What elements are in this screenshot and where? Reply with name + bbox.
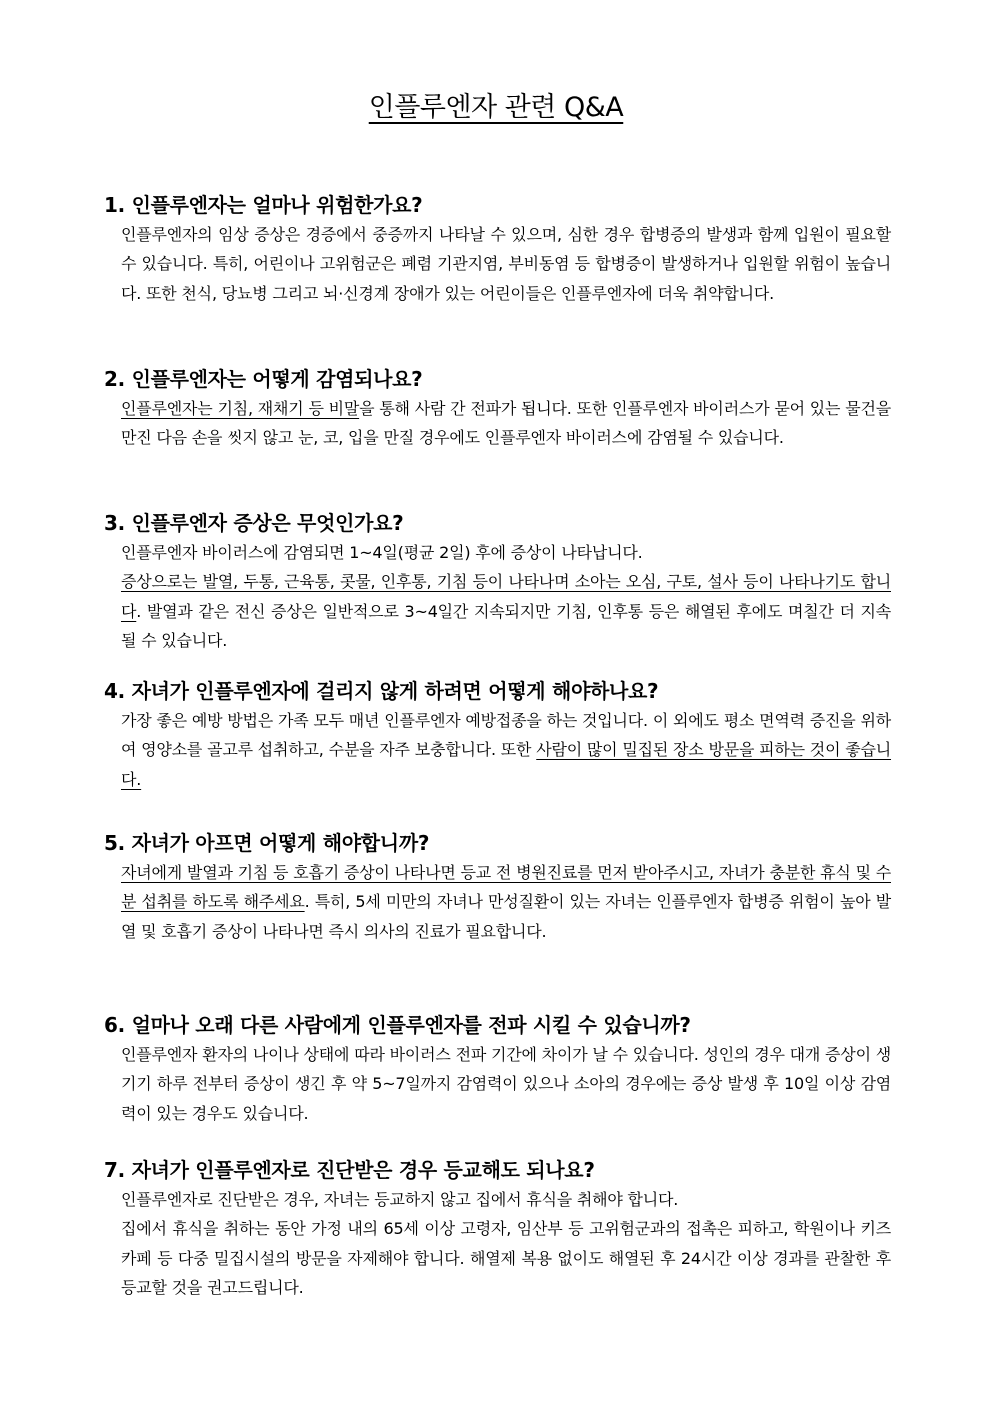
answer-4-underlined: 사람이 많이 밀집된 장소 방문을 피하는 것이 좋습니다.	[121, 740, 892, 789]
answer-2-rest: 을 통해 사람 간 전파가 됩니다. 또한 인플루엔자 바이러스가 묻어 있는 물건을 만진 다음 손을 씻지 않고 눈, 코, 입을 만질 경우에도 인플루엔자 바이러스에 감염될 수 있습니다.	[121, 399, 891, 448]
qa-section-7	[0, 1155, 992, 1302]
answer-2	[121, 394, 891, 453]
page-title	[0, 88, 992, 128]
answer-5-rest: . 특히, 5세 미만의 자녀나 만성질환이 있는 자녀는 인플루엔자 합병증 위험이 높아 발열 및 호흡기 증상이 나타나면 즉시 의사의 진료가 필요합니다.	[121, 892, 891, 941]
answer-6: 인플루엔자 환자의 나이나 상태에 따라 바이러스 전파 기간에 차이가 날 수 있습니다. 성인의 경우 대개 증상이 생기기 하루 전부터 증상이 생긴 후 약 5~7일까지 감염력이 있으나 소아의 경우에는 증상 발생 후 10일 이상 감염력이 있는 경우도 있습니다.	[121, 1045, 891, 1123]
answer-3-underlined: 증상으로는 발열, 두통, 근육통, 콧물, 인후통, 기침 등이 나타나며 소아는 오심, 구토, 설사 등이 나타나기도 합니다	[121, 572, 891, 621]
answer-7-rest: 집에서 휴식을 취하는 동안 가정 내의 65세 이상 고령자, 임산부 등 고위험군과의 접촉은 피하고, 학원이나 키즈카페 등 다중 밀집시설의 방문을 자제해야 합니다. 해열제 복용 없이도 해열된 후 24시간 이상 경과를 관찰한 후 등교할 것을 권고드립니다.	[121, 1219, 891, 1297]
answer-3-rest: . 발열과 같은 전신 증상은 일반적으로 3~4일간 지속되지만 기침, 인후통 등은 해열된 후에도 며칠간 더 지속될 수 있습니다.	[121, 601, 891, 650]
question-7: 7. 자녀가 인플루엔자로 진단받은 경우 등교해도 되나요?	[104, 1158, 595, 1182]
qa-section-1	[0, 190, 992, 308]
qa-section-5	[0, 828, 992, 946]
answer-3	[121, 538, 891, 655]
qa-section-4	[0, 676, 992, 794]
page-title-text: 인플루엔자 관련 Q&A	[368, 92, 624, 123]
question-1: 1. 인플루엔자는 얼마나 위험한가요?	[104, 193, 423, 217]
qa-section-6	[0, 1010, 992, 1128]
answer-5	[121, 858, 891, 946]
qa-section-3	[0, 508, 992, 655]
question-5: 5. 자녀가 아프면 어떻게 해야합니까?	[104, 831, 430, 855]
answer-2-underlined: 인플루엔자는 기침, 재채기 등 비말	[121, 399, 360, 418]
answer-4	[121, 706, 891, 794]
qa-section-2	[0, 364, 992, 453]
question-3: 3. 인플루엔자 증상은 무엇인가요?	[104, 511, 404, 535]
question-2: 2. 인플루엔자는 어떻게 감염되나요?	[104, 367, 423, 391]
answer-3-line-1: 인플루엔자 바이러스에 감염되면 1~4일(평균 2일) 후에 증상이 나타납니다.	[121, 543, 643, 562]
question-6: 6. 얼마나 오래 다른 사람에게 인플루엔자를 전파 시킬 수 있습니까?	[104, 1013, 691, 1037]
answer-4-text: 가장 좋은 예방 방법은 가족 모두 매년 인플루엔자 예방접종을 하는 것입니다. 이 외에도 평소 면역력 증진을 위하여 영양소를 골고루 섭취하고, 수분을 자주 보충합니다. 또한	[121, 711, 891, 760]
answer-5-underlined: 자녀에게 발열과 기침 등 호흡기 증상이 나타나면 등교 전 병원진료를 먼저 받아주시고, 자녀가 충분한 휴식 및 수분 섭취를 하도록 해주세요	[121, 863, 891, 912]
answer-1: 인플루엔자의 임상 증상은 경증에서 중증까지 나타날 수 있으며, 심한 경우 합병증의 발생과 함께 입원이 필요할 수 있습니다. 특히, 어린이나 고위험군은 폐렴 기관지염, 부비동염 등 합병증이 발생하거나 입원할 위험이 높습니다. 또한 천식, 당뇨병 그리고 뇌·신경계 장애가 있는 어린이들은 인플루엔자에 더욱 취약합니다.	[121, 225, 891, 303]
question-4: 4. 자녀가 인플루엔자에 걸리지 않게 하려면 어떻게 해야하나요?	[104, 679, 659, 703]
answer-7	[121, 1185, 891, 1302]
answer-7-line-1: 인플루엔자로 진단받은 경우, 자녀는 등교하지 않고 집에서 휴식을 취해야 합니다.	[121, 1190, 679, 1209]
